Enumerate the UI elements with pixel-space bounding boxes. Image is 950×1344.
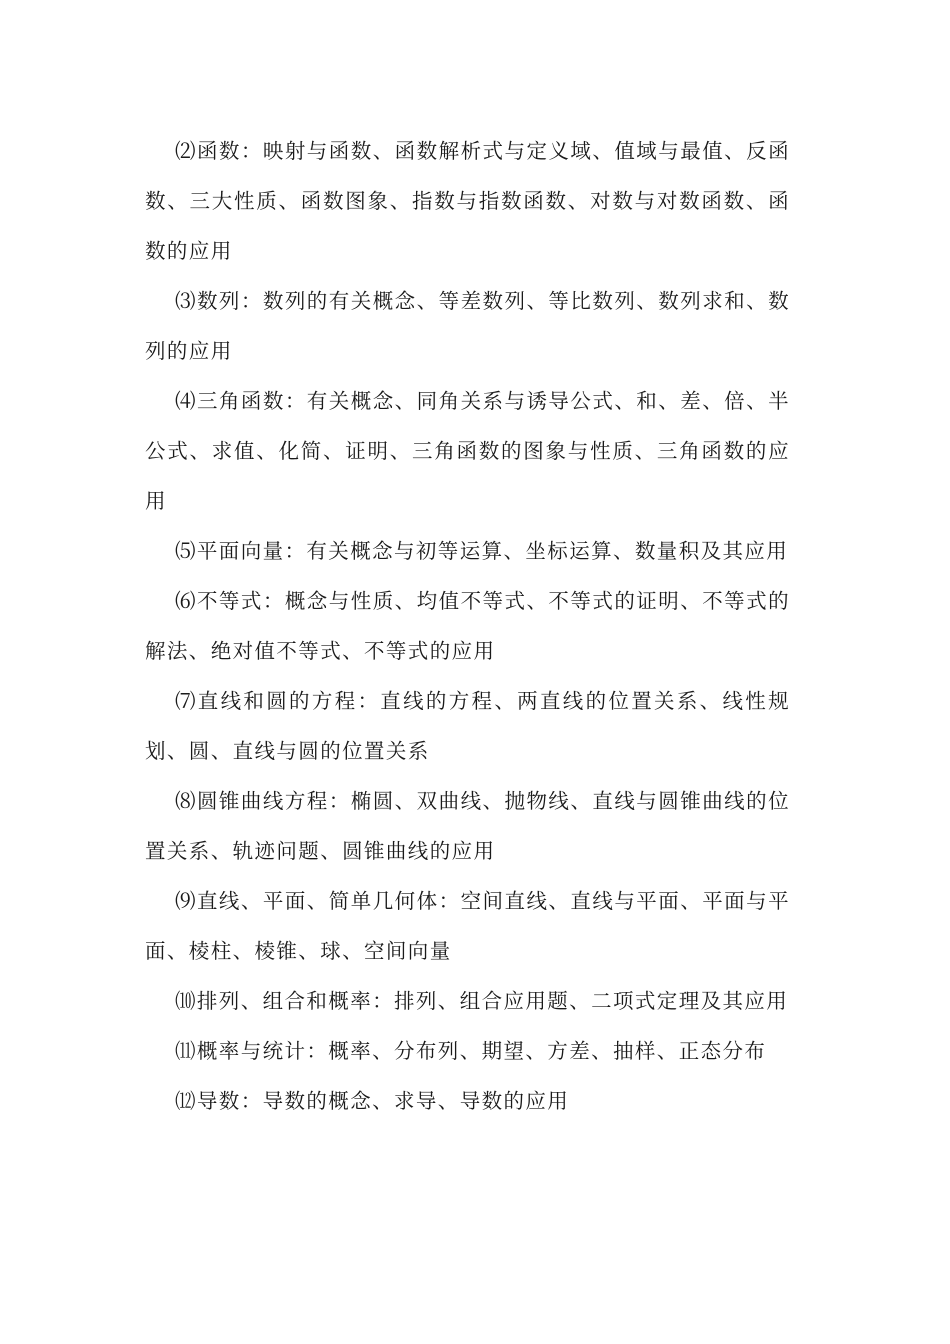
paragraph-trigonometry: ⑷三角函数：有关概念、同角关系与诱导公式、和、差、倍、半公式、求值、化简、证明、三角函数的图象与性质、三角函数的应用 [145, 389, 790, 513]
paragraph-solid-geometry: ⑼直线、平面、简单几何体：空间直线、直线与平面、平面与平面、棱柱、棱锥、球、空间向量 [145, 889, 790, 963]
paragraph-vectors: ⑸平面向量：有关概念与初等运算、坐标运算、数量积及其应用 [175, 539, 789, 563]
paragraph-lines-circles: ⑺直线和圆的方程：直线的方程、两直线的位置关系、线性规划、圆、直线与圆的位置关系 [145, 689, 790, 763]
paragraph-inequalities: ⑹不等式：概念与性质、均值不等式、不等式的证明、不等式的解法、绝对值不等式、不等式的应用 [145, 589, 790, 663]
paragraph-functions: ⑵函数：映射与函数、函数解析式与定义域、值域与最值、反函数、三大性质、函数图象、指数与指数函数、对数与对数函数、函数的应用 [145, 139, 790, 263]
paragraph-conic-sections: ⑻圆锥曲线方程：椭圆、双曲线、抛物线、直线与圆锥曲线的位置关系、轨迹问题、圆锥曲线的应用 [145, 789, 790, 863]
paragraph-statistics: ⑾概率与统计：概率、分布列、期望、方差、抽样、正态分布 [175, 1039, 767, 1063]
document-body [145, 126, 790, 1126]
paragraph-combinatorics: ⑽排列、组合和概率：排列、组合应用题、二项式定理及其应用 [175, 989, 789, 1013]
paragraph-derivatives: ⑿导数：导数的概念、求导、导数的应用 [175, 1089, 570, 1113]
paragraph-sequences: ⑶数列：数列的有关概念、等差数列、等比数列、数列求和、数列的应用 [145, 289, 790, 363]
